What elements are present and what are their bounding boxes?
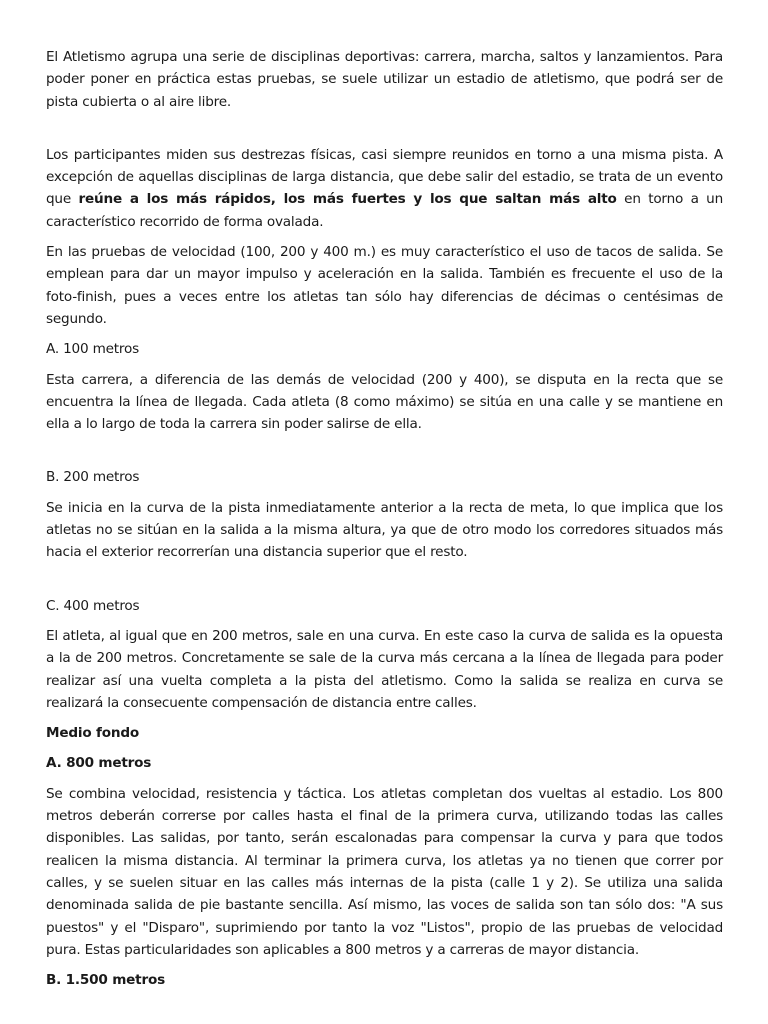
paragraph-participants-end: en torno a un característico recorrido de forma ovalada. <box>46 191 723 230</box>
heading-400-metros: C. 400 metros <box>46 597 140 614</box>
paragraph-participants <box>46 144 723 233</box>
paragraph-800-metros: Se combina velocidad, resistencia y táctica. Los atletas completan dos vueltas al estadio. Los 800 metros deberán correrse por calles hasta el final de la primera curva, utilizando todas las calles disponibles. Las salidas, por tanto, serán escalonadas para compensar la curva y para que todos realicen la misma distancia. Al terminar la primera curva, los atletas ya no tienen que correr por calles, y se suelen situar en las calles más internas de la pista (calle 1 y 2). Se utiliza una salida denominada salida de pie bastante sencilla. Así mismo, las voces de salida son tan sólo dos: "A sus puestos" y el "Disparo", suprimiendo por tanto la voz "Listos", propio de las pruebas de velocidad pura. Estas particularidades son aplicables a 800 metros y a carreras de mayor distancia. <box>46 785 723 958</box>
heading-100-metros: A. 100 metros <box>46 341 139 358</box>
heading-1500-metros: B. 1.500 metros <box>46 972 166 989</box>
paragraph-intro: El Atletismo agrupa una serie de disciplinas deportivas: carrera, marcha, saltos y lanzamientos. Para poder poner en práctica estas pruebas, se suele utilizar un estadio de atletismo, que podrá ser de pista cubierta o al aire libre. <box>46 49 723 110</box>
paragraph-participants-start: Los participantes miden sus destrezas físicas, casi siempre reunidos en torno a una misma pista. A excepción de aquellas disciplinas de larga distancia, que debe salir del estadio, se trata de un evento que <box>46 146 723 208</box>
heading-medio-fondo: Medio fondo <box>46 725 140 742</box>
heading-200-metros: B. 200 metros <box>46 469 140 486</box>
paragraph-100-metros: Esta carrera, a diferencia de las demás de velocidad (200 y 400), se disputa en la recta que se encuentra la línea de llegada. Cada atleta (8 como máximo) se sitúa en una calle y se mantiene en ella a lo largo de toda la carrera sin poder salirse de ella. <box>46 371 723 433</box>
document-page <box>46 46 723 991</box>
paragraph-400-metros: El atleta, al igual que en 200 metros, sale en una curva. En este caso la curva de salida es la opuesta a la de 200 metros. Concretamente se sale de la curva más cercana a la línea de llegada para poder realizar así una vuelta completa a la pista del atletismo. Como la salida se realiza en curva se realizará la consecuente compensación de distancia entre calles. <box>46 627 723 711</box>
paragraph-participants-bold: reúne a los más rápidos, los más fuertes y los que saltan más alto <box>78 191 617 208</box>
paragraph-speed-events: En las pruebas de velocidad (100, 200 y 400 m.) es muy característico el uso de tacos de salida. Se emplean para dar un mayor impulso y aceleración en la salida. También es frecuente el uso de la foto-finish, pues a veces entre los atletas tan sólo hay diferencias de décimas o centésimas de segundo. <box>46 244 723 327</box>
paragraph-200-metros: Se inicia en la curva de la pista inmediatamente anterior a la recta de meta, lo que implica que los atletas no se sitúan en la salida a la misma altura, ya que de otro modo los corredores situados más hacia el exterior recorrerían una distancia superior que el resto. <box>46 499 723 561</box>
heading-800-metros: A. 800 metros <box>46 755 152 772</box>
